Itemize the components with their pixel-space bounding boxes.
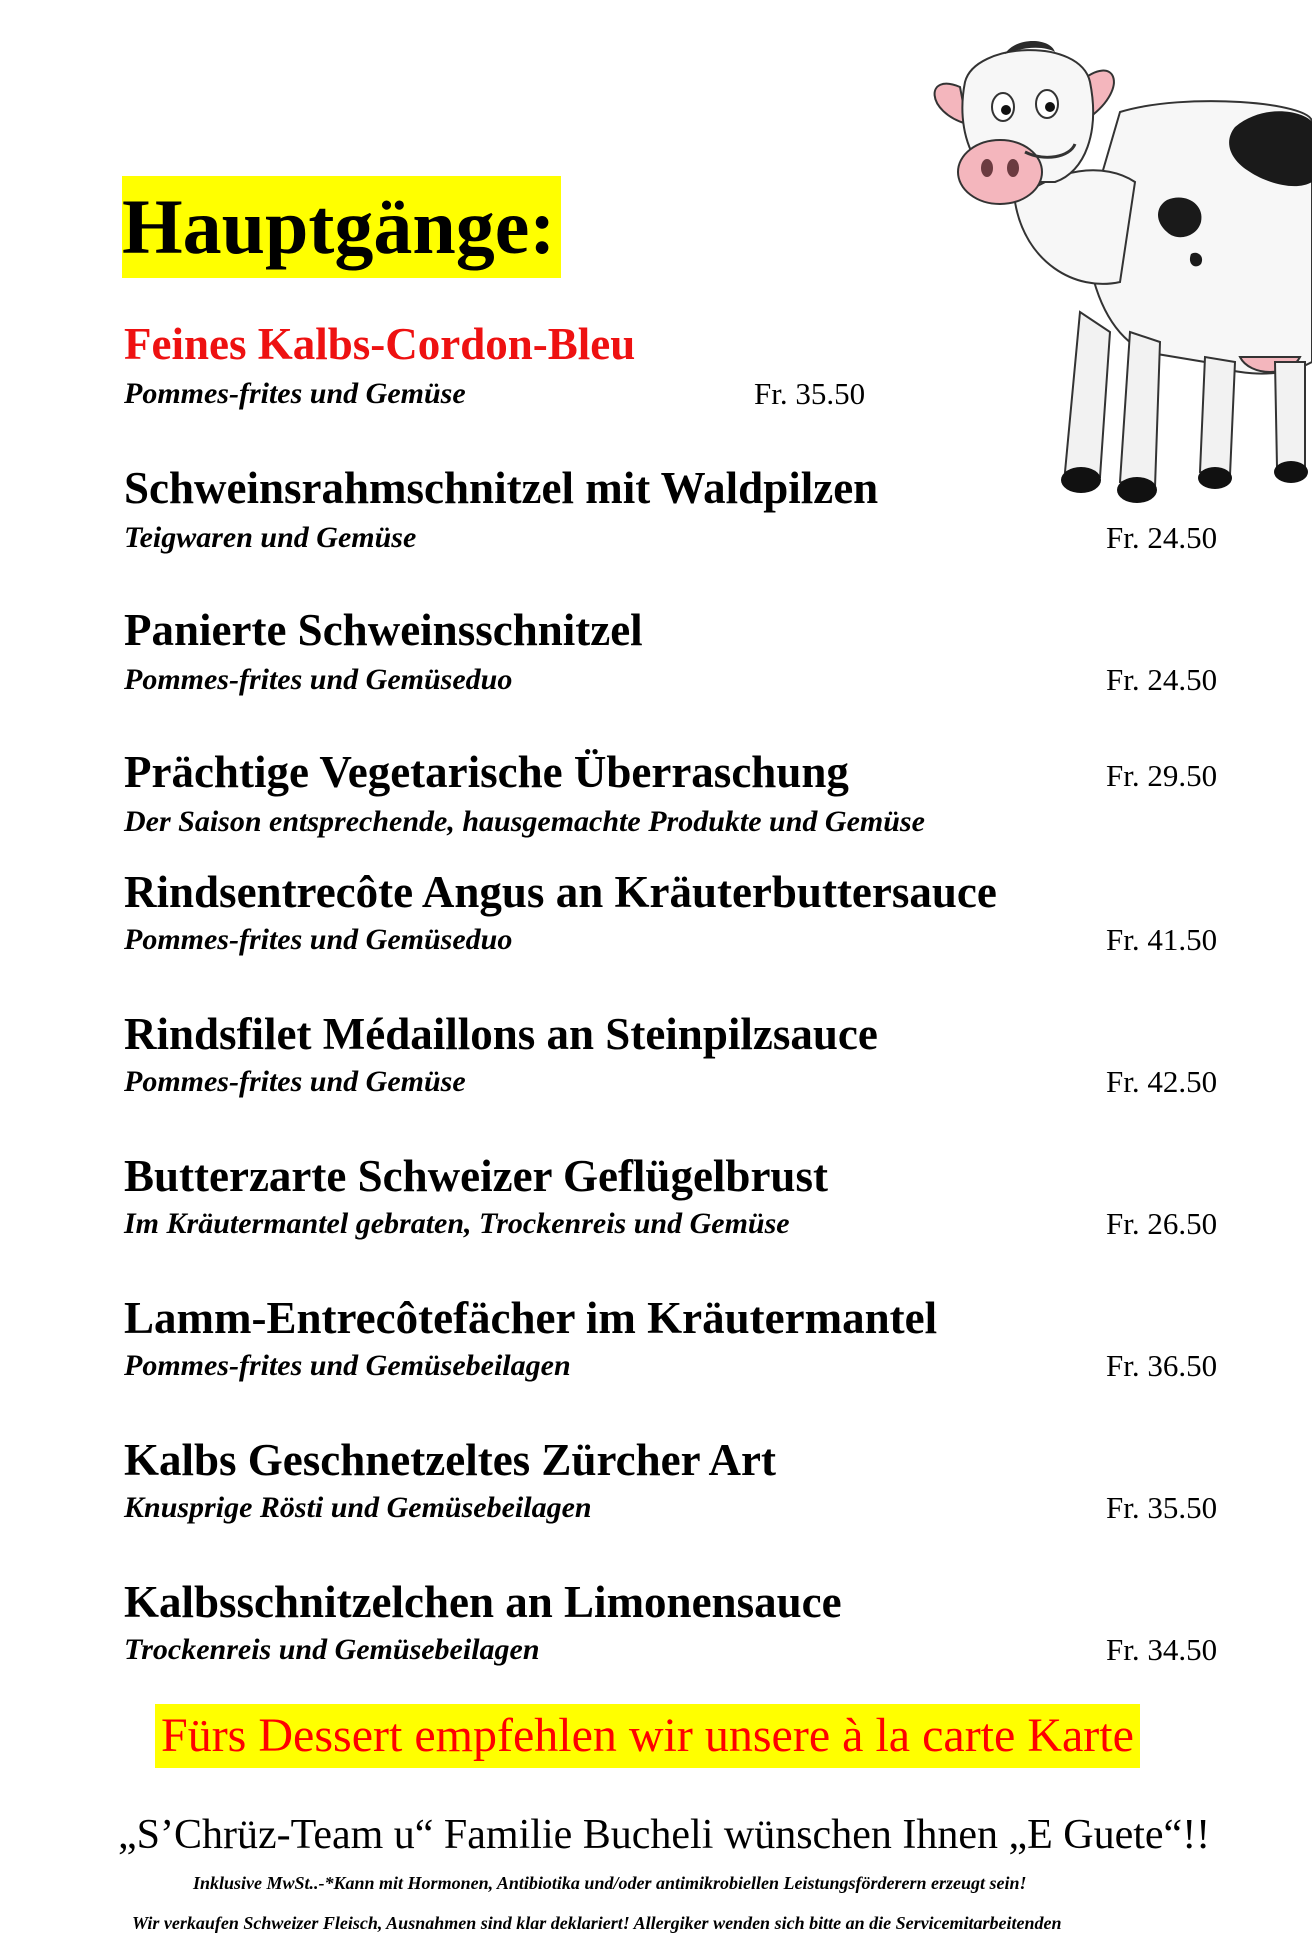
footnote-meat-origin: Wir verkaufen Schweizer Fleisch, Ausnahmen sind klar deklariert! Allergiker wenden sich bitte an die Servicemitarbeitenden: [132, 1913, 1062, 1933]
dish-description: Pommes-frites und Gemüseduo: [124, 663, 513, 696]
dish-description: Pommes-frites und Gemüse: [124, 1065, 466, 1098]
dish-name: Butterzarte Schweizer Geflügelbrust: [124, 1151, 828, 1201]
dish-price: Fr. 36.50: [1106, 1348, 1218, 1383]
dish-name: Schweinsrahmschnitzel mit Waldpilzen: [124, 463, 879, 513]
dish-description: Trockenreis und Gemüsebeilagen: [124, 1633, 540, 1666]
dish-price: Fr. 35.50: [754, 376, 866, 411]
dish-price: Fr. 34.50: [1106, 1632, 1218, 1667]
page-title: Hauptgänge:: [122, 176, 561, 278]
dish-name: Kalbsschnitzelchen an Limonensauce: [124, 1577, 842, 1627]
dish-description: Im Kräutermantel gebraten, Trockenreis und Gemüse: [124, 1207, 790, 1240]
dish-description: Knusprige Rösti und Gemüsebeilagen: [124, 1491, 592, 1524]
dish-name: Rindsfilet Médaillons an Steinpilzsauce: [124, 1009, 878, 1059]
dish-description: Pommes-frites und Gemüsebeilagen: [124, 1349, 571, 1382]
dish-price: Fr. 35.50: [1106, 1490, 1218, 1525]
dish-description: Pommes-frites und Gemüse: [124, 377, 466, 410]
closing-message: „S’Chrüz-Team u“ Familie Bucheli wünschen Ihnen „E Guete“!!: [118, 1812, 1211, 1858]
dish-description: Pommes-frites und Gemüseduo: [124, 923, 513, 956]
dish-price: Fr. 24.50: [1106, 662, 1218, 697]
dish-name: Lamm-Entrecôtefächer im Kräutermantel: [124, 1293, 938, 1343]
dish-name: Rindsentrecôte Angus an Kräuterbuttersauce: [124, 867, 997, 917]
dish-description: Der Saison entsprechende, hausgemachte Produkte und Gemüse: [124, 805, 925, 838]
dish-price: Fr. 26.50: [1106, 1206, 1218, 1241]
dish-price: Fr. 24.50: [1106, 520, 1218, 555]
dessert-note: Fürs Dessert empfehlen wir unsere à la carte Karte: [155, 1704, 1140, 1768]
dish-name: Panierte Schweinsschnitzel: [124, 605, 643, 655]
cartoon-cow-icon: [905, 32, 1312, 512]
dish-price: Fr. 42.50: [1106, 1064, 1218, 1099]
dish-name: Feines Kalbs-Cordon-Bleu: [124, 319, 636, 369]
dish-price: Fr. 41.50: [1106, 922, 1218, 957]
dish-name: Prächtige Vegetarische Überraschung: [124, 747, 849, 797]
dish-name: Kalbs Geschnetzeltes Zürcher Art: [124, 1435, 776, 1485]
dish-price: Fr. 29.50: [1106, 758, 1218, 793]
dish-description: Teigwaren und Gemüse: [124, 521, 417, 554]
footnote-allergens: Inklusive MwSt..-*Kann mit Hormonen, Antibiotika und/oder antimikrobiellen Leistungsförderern erzeugt sein!: [193, 1873, 1027, 1893]
